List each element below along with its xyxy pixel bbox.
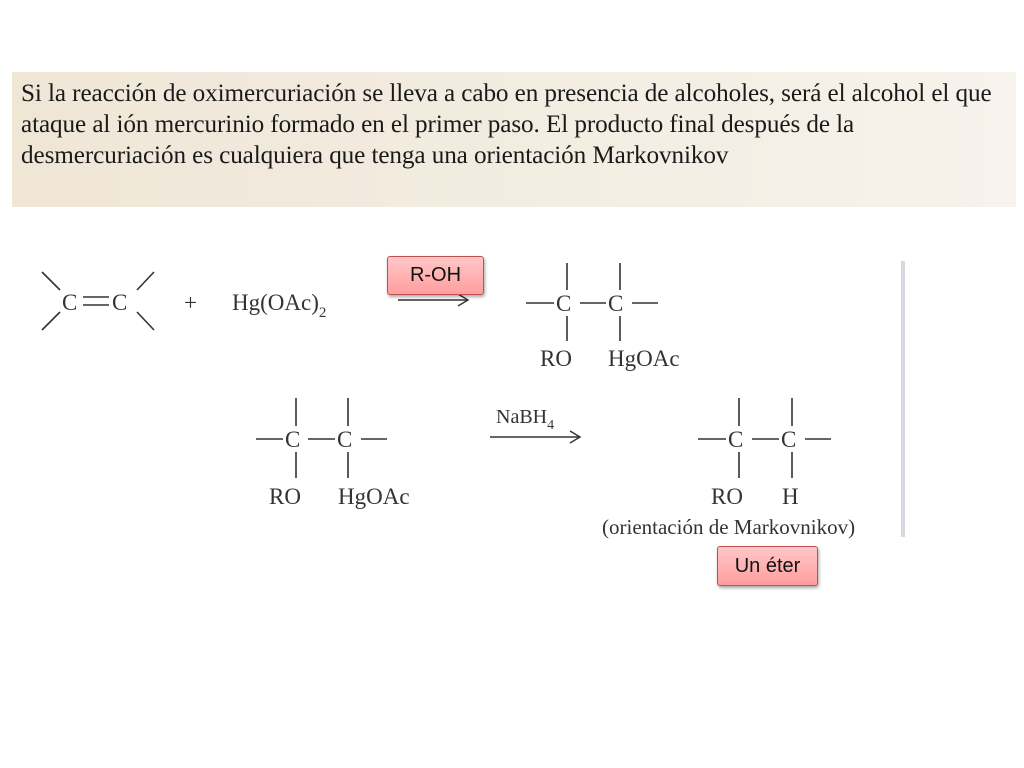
ether-product-label: Un éter — [717, 546, 818, 586]
intermediate-structure — [256, 398, 387, 478]
reaction-arrow-2 — [490, 431, 580, 443]
alcohol-condition-label: R-OH — [387, 256, 484, 295]
markovnikov-orientation-note: (orientación de Markovnikov) — [602, 515, 856, 539]
product-1-carbon-left: C — [556, 291, 572, 316]
alkene-structure — [42, 272, 154, 330]
final-product-alkoxy-group: RO — [711, 484, 743, 509]
intermediate-mercury-group: HgOAc — [338, 484, 410, 509]
intermediate-carbon-right: C — [337, 427, 353, 452]
final-product-hydrogen: H — [782, 484, 799, 509]
alkene-carbon-left: C — [62, 290, 78, 315]
vertical-divider — [901, 261, 905, 537]
plus-sign: + — [184, 290, 197, 315]
final-product-carbon-left: C — [728, 427, 744, 452]
product-1-mercury-group: HgOAc — [608, 346, 680, 371]
mercury-acetate-reagent: $Hg(OAc)_2$ — [232, 290, 327, 321]
reaction-arrow-1 — [398, 294, 468, 306]
product-1-carbon-right: C — [608, 291, 624, 316]
sodium-borohydride-reagent: NaBH$_4$ — [496, 406, 555, 433]
final-product-carbon-right: C — [781, 427, 797, 452]
intermediate-carbon-left: C — [285, 427, 301, 452]
intermediate-alkoxy-group: RO — [269, 484, 301, 509]
intro-text: Si la reacción de oximercuriación se lleva a cabo en presencia de alcoholes, será el alcohol el que ataque al ión mercurinio formado en el primer paso. El producto final después de la desmercuriación es cualquiera que tenga una orientación Markovnikov — [21, 80, 992, 169]
product-1-alkoxy-group: RO — [540, 346, 572, 371]
final-product-structure — [698, 398, 831, 478]
alkene-carbon-right: C — [112, 290, 128, 315]
product-1-structure — [526, 263, 658, 341]
